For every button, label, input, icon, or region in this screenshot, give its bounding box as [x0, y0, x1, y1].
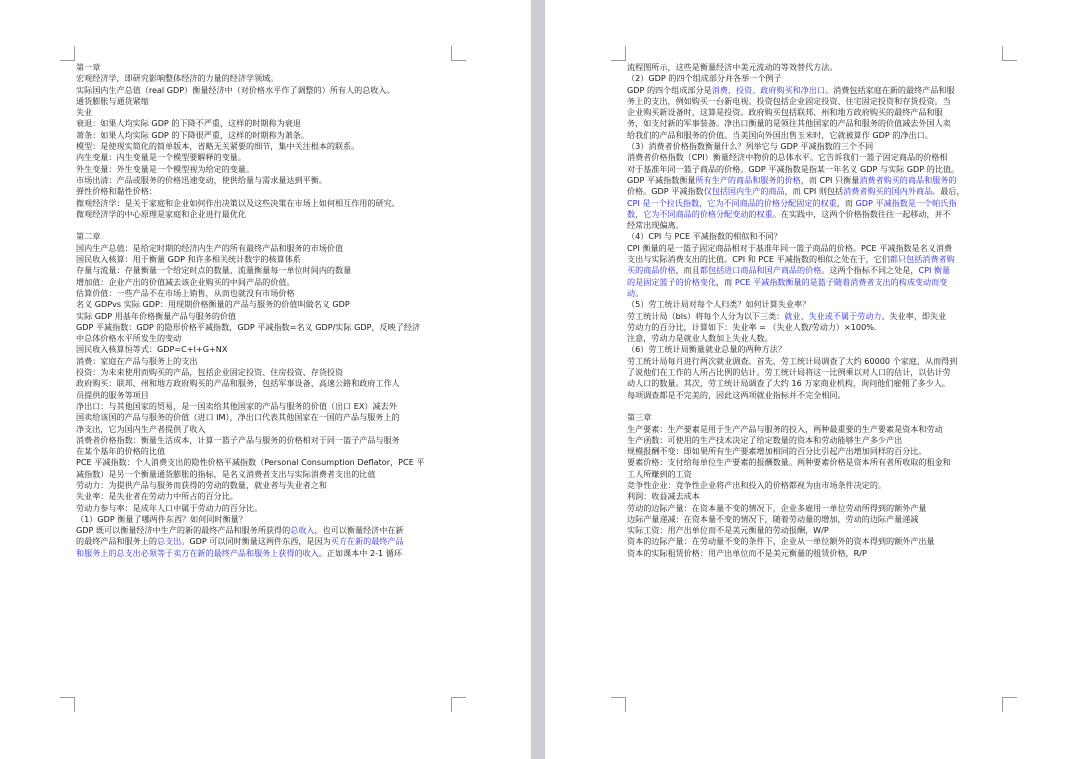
highlighted-text: 消费者购买的国内外商品 — [843, 186, 933, 197]
text-run: 劳工统计局（bls）将每个人分为以下三类： — [627, 310, 785, 321]
page-margin-corner-mark — [451, 46, 466, 61]
highlighted-text: 数，它为不同商品的价格分配变动的权重 — [627, 208, 773, 219]
text-run: 存量与流量：存量衡量一个给定时点的数量，流量衡量每一单位时间内的数量 — [76, 265, 352, 276]
text-line — [627, 231, 1005, 242]
text-line — [76, 198, 456, 209]
text-run: 规模报酬不变：即如果所有生产要素增加相同的百分比引起产出增加同样的百分比。 — [627, 446, 927, 457]
blank-line — [627, 401, 1005, 412]
text-line — [76, 175, 456, 186]
text-line — [627, 424, 1005, 435]
text-line — [76, 231, 456, 242]
document-page-left — [0, 0, 531, 759]
text-line — [627, 186, 1005, 197]
text-line — [76, 118, 456, 129]
text-run: （6）劳工统计局衡量就业总量的两种方法？ — [627, 344, 786, 355]
text-line — [76, 107, 456, 118]
text-run: 价格。GDP 平减指数 — [627, 186, 704, 197]
text-run: 员提供的服务等项目 — [76, 389, 149, 400]
text-line — [627, 446, 1005, 457]
page-gutter — [531, 0, 545, 759]
text-line — [627, 175, 1005, 186]
text-line — [76, 322, 456, 333]
text-line — [76, 152, 456, 163]
text-line — [76, 356, 456, 367]
text-run: 实际工资：用产出单位而不是美元衡量的劳动报酬，W/P — [627, 525, 829, 536]
text-run: 消费者价格指数（CPI）衡量经济中物价的总体水平。它告诉我们一篮子固定商品的价格相 — [627, 152, 948, 163]
text-line — [76, 209, 456, 220]
text-run: 劳动的边际产量：在资本量不变的情况下，企业多雇用一单位劳动所得到的额外产量 — [627, 502, 927, 513]
highlighted-text: 总收入 — [290, 525, 315, 536]
text-line — [76, 130, 456, 141]
text-run: 内生变量：内生变量是一个模型要解释的变量。 — [76, 152, 246, 163]
text-run: 净支出，它为国内生产者提供了收入 — [76, 423, 206, 434]
text-line — [627, 209, 1005, 220]
text-run: 每项调查都是不完美的，因此这两项就业指标并不完全相同。 — [627, 389, 846, 400]
text-run: 企业购买新设备时，这算是投资。政府购买包括联邦、州和地方政府购买的最终产品和服 — [627, 107, 943, 118]
text-run: 支出与实际消费支出的比值。CPI 和 PCE 平减指数的相似之处在于，它们 — [627, 254, 890, 265]
text-run: 。失业率，即失业 — [881, 310, 947, 321]
text-line — [627, 536, 1005, 547]
text-line — [627, 344, 1005, 355]
text-run: 消费：家庭在产品与服务上的支出 — [76, 355, 198, 366]
text-run: 增加值：企业产出的价值减去该企业购买的中间产品的价值。 — [76, 276, 295, 287]
text-line — [76, 265, 456, 276]
highlighted-text: 动 — [627, 287, 636, 298]
text-line — [76, 96, 456, 107]
text-line — [627, 198, 1005, 209]
text-line — [76, 514, 456, 525]
text-run: ，而 — [836, 197, 856, 208]
text-run: （5）劳工统计局对每个人归类？如何计算失业率？ — [627, 299, 811, 310]
text-line — [76, 73, 456, 84]
text-run: 。GDP 可以同时衡量这两件东西，是因为 — [181, 536, 331, 547]
text-run: 边际产量递减：在资本量不变的情况下，随着劳动量的增加，劳动的边际产量递减 — [627, 513, 919, 524]
page-margin-corner-mark — [60, 697, 75, 712]
text-run: 给我们的产品和服务的价值。当美国向外国出售玉米时，它就被算作 GDP 的净出口。 — [627, 129, 933, 140]
highlighted-text: CPI 是一个拉氏指数，它为不同商品的价格分配固定的权重 — [627, 197, 837, 208]
highlighted-text: 消费者购买的商品和服务的 — [859, 174, 957, 185]
highlighted-text: 和服务上的总支出必须等于卖方在新的最终产品和服务上获得的收入 — [76, 547, 319, 558]
text-line — [627, 457, 1005, 468]
text-run: 劳工统计局每月进行两次就业调查。首先，劳工统计局调查了大约 60000 个家庭，从而得到 — [627, 355, 958, 366]
text-line — [627, 378, 1005, 389]
page-margin-corner-mark — [1002, 46, 1017, 61]
text-run: 中总体价格水平所发生的变动 — [76, 333, 182, 344]
text-line — [76, 164, 456, 175]
text-run: 消费者价格指数：衡量生活成本，计算一篮子产品与服务的价格相对于同一篮子产品与服务 — [76, 434, 400, 445]
page-margin-corner-mark — [611, 46, 626, 61]
text-run: 资本的边际产量：在劳动量不变的条件下，企业从一单位额外的资本得到的额外产出量 — [627, 536, 935, 547]
text-line — [627, 277, 1005, 288]
text-line — [76, 480, 456, 491]
text-run: 务上的支出，例如购买一台新电视。投资包括企业固定投资、住宅固定投资和存货投资。当 — [627, 95, 951, 106]
text-line — [627, 311, 1005, 322]
text-run: 的最终产品和服务上的 — [76, 536, 157, 547]
highlighted-text: 都包括进口商品和国产商品的价格 — [699, 265, 822, 276]
text-line — [627, 243, 1005, 254]
text-line — [76, 62, 456, 73]
text-line — [627, 96, 1005, 107]
text-line — [76, 435, 456, 446]
text-run: 名义 GDPvs 实际 GDP：用现期价格衡量的产品与服务的价值叫做名义 GDP — [76, 299, 350, 310]
text-run: 。 — [635, 287, 644, 298]
blank-line — [76, 220, 456, 231]
text-run: 减指数）是另一个衡量通货膨胀的指标，是名义消费者支出与实际消费者支出的比值 — [76, 468, 376, 479]
page-margin-corner-mark — [60, 46, 75, 61]
text-line — [627, 62, 1005, 73]
text-line — [627, 322, 1005, 333]
text-run: 劳动力的百分比，计算如下：失业率 = （失业人数/劳动力）×100%. — [627, 321, 877, 332]
text-line — [627, 164, 1005, 175]
text-run: 估算价值：一些产品不在市场上销售，从而也就没有市场价格 — [76, 287, 295, 298]
text-run: 对于基准年同一篮子商品的价格。GDP 平减指数是指某一年名义 GDP 与实际 GDP 的比值。 — [627, 163, 960, 174]
text-run: 资本的实际租赁价格：用产出单位而不是美元衡量的租赁价格，R/P — [627, 547, 867, 558]
text-run: 国卖给该国的产品与服务的价值（进口 IM），净出口代表其他国家在一国的产品与服务上的 — [76, 412, 400, 423]
page-margin-corner-mark — [611, 697, 626, 712]
text-run: GDP 的四个组成部分是 — [627, 84, 712, 95]
text-run: 失业 — [76, 107, 93, 118]
text-line — [76, 469, 456, 480]
text-run: 注意，劳动力是就业人数加上失业人数。 — [627, 333, 773, 344]
text-line — [627, 333, 1005, 344]
text-run: 净出口：与其他国家的贸易，是一国卖给其他国家的产品与服务的价值（出口 EX）减去外 — [76, 400, 397, 411]
text-line — [76, 367, 456, 378]
text-run: 微观经济学：是关于家庭和企业如何作出决策以及这些决策在市场上如何相互作用的研究。 — [76, 197, 400, 208]
text-run: 。在实践中，这两个价格指数往往一起移动，并不 — [772, 208, 951, 219]
text-run: 投资：为未来使用而购买的产品，包括企业固定投资、住房投资、存货投资 — [76, 367, 344, 378]
highlighted-text: 买方在新的最终产品 — [330, 536, 404, 547]
text-line — [627, 469, 1005, 480]
text-run: ，也可以衡量经济中在新 — [314, 525, 404, 536]
text-run: 流程图所示，这些是衡量经济中美元流动的等效替代方法。 — [627, 62, 838, 72]
text-run: 市场出清：产品或服务的价格迅速变动，使供给量与需求量达到平衡。 — [76, 174, 327, 185]
text-run: （2）GDP 的四个组成部分并各举一个例子 — [627, 73, 782, 84]
page-margin-corner-mark — [1002, 697, 1017, 712]
text-run: ，而 CPI 只衡量 — [800, 174, 860, 185]
text-line — [76, 424, 456, 435]
text-line — [627, 220, 1005, 231]
text-line — [627, 107, 1005, 118]
text-run: 实际国内生产总值（real GDP）衡量经济中（对价格水平作了调整的）所有人的总收入。 — [76, 84, 395, 95]
text-line — [627, 525, 1005, 536]
text-run: 第一章 — [76, 62, 101, 72]
text-run: GDP 平减指数：GDP 的隐形价格平减指数，GDP 平减指数=名义 GDP/实际 GDP，反映了经济 — [76, 321, 421, 332]
highlighted-text: 就业、失业或不属于劳动力 — [784, 310, 882, 321]
text-run: 微观经济学的中心原理是家庭和企业进行最优化 — [76, 208, 246, 219]
text-line — [76, 503, 456, 514]
text-run: 劳动力参与率：是成年人口中属于劳动力的百分比。 — [76, 502, 263, 513]
text-line — [627, 152, 1005, 163]
text-run: 萧条：如果人均实际 GDP 的下降很严重，这样的时期称为萧条。 — [76, 129, 309, 140]
page-text-body — [627, 62, 1005, 559]
text-line — [76, 85, 456, 96]
document-page-right — [545, 0, 1080, 759]
text-line — [627, 118, 1005, 129]
text-line — [76, 186, 456, 197]
highlighted-text: 的是固定篮子的价格变化 — [627, 276, 717, 287]
text-run: 国民收入核算恒等式：GDP=C+I+G+NX — [76, 344, 228, 355]
text-line — [76, 525, 456, 536]
text-line — [76, 243, 456, 254]
text-run: 实际 GDP 用基年价格衡量产品与服务的价值 — [76, 310, 237, 321]
highlighted-text: 消费、投资、政府购买和净出口 — [711, 84, 826, 95]
text-line — [76, 412, 456, 423]
text-line — [627, 288, 1005, 299]
text-run: 通货膨胀与通货紧缩 — [76, 95, 149, 106]
highlighted-text: 仅包括国内生产的商品 — [703, 186, 785, 197]
text-run: （3）消费者价格指数衡量什么？列举它与 GDP 平减指数的三个不同 — [627, 141, 874, 152]
text-line — [627, 141, 1005, 152]
highlighted-text: CPI 衡量 — [918, 265, 951, 276]
text-line — [76, 299, 456, 310]
text-run: 国民收入核算：用于衡量 GDP 和许多相关统计数字的核算体系 — [76, 254, 301, 265]
highlighted-text: 所有生产的商品和服务的价格 — [695, 174, 801, 185]
text-line — [76, 401, 456, 412]
text-run: ，而 CPI 则包括 — [784, 186, 844, 197]
text-line — [627, 254, 1005, 265]
text-run: 失业率：是失业者在劳动力中所占的百分比。 — [76, 491, 238, 502]
text-line — [627, 412, 1005, 423]
text-run: 竞争性企业：竞争性企业将产出和投入的价格都视为由市场条件决定的。 — [627, 479, 887, 490]
text-line — [627, 85, 1005, 96]
text-run: 模型：是使现实简化的简单版本，省略无关紧要的细节，集中关注根本的联系。 — [76, 141, 360, 152]
highlighted-text: GDP 平减指数是一个帕氏指 — [855, 197, 957, 208]
text-line — [76, 536, 456, 547]
text-line — [627, 367, 1005, 378]
text-run: 。这两个指标不同之处是， — [821, 265, 919, 276]
text-line — [627, 265, 1005, 276]
text-run: 了说他们在工作的人所占比例的估计。劳工统计局将这一比例乘以对人口的估计，以估计劳 — [627, 367, 951, 378]
text-run: GDP 平减指数衡量 — [627, 174, 696, 185]
text-line — [76, 457, 456, 468]
text-line — [76, 548, 456, 559]
text-run: 劳动力：为提供产品与服务而获得的劳动的数量，就业者与失业者之和 — [76, 479, 327, 490]
text-line — [627, 130, 1005, 141]
text-line — [76, 333, 456, 344]
highlighted-text: 都只包括消费者购 — [889, 254, 955, 265]
text-run: 生产要素：生产要素是用于生产产品与服务的投入，两种最重要的生产要素是资本和劳动 — [627, 423, 943, 434]
text-run: 生产函数：可使用的生产技术决定了给定数量的资本和劳动能够生产多少产出 — [627, 434, 903, 445]
text-line — [627, 356, 1005, 367]
text-line — [627, 514, 1005, 525]
text-line — [627, 390, 1005, 401]
text-run: 第三章 — [627, 412, 652, 423]
text-run: 经常出现偏离。 — [627, 220, 684, 231]
text-line — [627, 503, 1005, 514]
text-line — [76, 491, 456, 502]
text-run: 在某个基年的价格的比值 — [76, 446, 166, 457]
text-run: 外生变量：外生变量是一个模型视为给定的变量。 — [76, 163, 255, 174]
text-run: GDP 既可以衡量经济中生产的新的最终产品和服务所获得的 — [76, 525, 291, 536]
text-line — [76, 288, 456, 299]
text-run: ，而且 — [675, 265, 700, 276]
text-line — [76, 277, 456, 288]
text-run: 。正如课本中 2-1 循环 — [318, 547, 402, 558]
highlighted-text: PCE 平减指数衡量的是篮子随着消费者支出的构成变动而变 — [734, 276, 948, 287]
text-run: 弹性价格和黏性价格： — [76, 186, 157, 197]
text-line — [76, 378, 456, 389]
text-line — [76, 311, 456, 322]
text-run: 国内生产总值：是给定时期的经济内生产的所有最终产品和服务的市场价值 — [76, 242, 344, 253]
text-line — [76, 390, 456, 401]
text-line — [627, 435, 1005, 446]
text-run: 衰退：如果人均实际 GDP 的下降不严重，这样的时期称为衰退 — [76, 118, 301, 129]
text-line — [627, 548, 1005, 559]
text-run: 要素价格：支付给每单位生产要素的报酬数量。两种要素价格是资本所有者所收取的租金和 — [627, 457, 951, 468]
text-run: 工人所赚到的工资 — [627, 468, 692, 479]
text-run: ，而 — [716, 276, 735, 287]
text-run: PCE 平减指数：个人消费支出的隐性价格平减指数（Personal Consumption Deflator，PCE 平 — [76, 457, 425, 468]
text-run: 。最后， — [932, 186, 965, 197]
text-run: 第二章 — [76, 231, 101, 242]
text-line — [76, 141, 456, 152]
text-line — [627, 491, 1005, 502]
page-margin-corner-mark — [451, 697, 466, 712]
text-run: 。消费包括家庭在新的最终产品和服 — [825, 84, 955, 95]
text-run: 利润：收益减去成本 — [627, 491, 700, 502]
page-text-body — [76, 62, 456, 559]
text-run: （1）GDP 衡量了哪两件东西？如何同时衡量？ — [76, 513, 247, 524]
text-run: 动人口的数量。其次，劳工统计局调查了大约 16 万家商业机构，询问他们雇佣了多少人。 — [627, 378, 951, 389]
text-line — [76, 446, 456, 457]
highlighted-text: 总支出 — [156, 536, 182, 547]
text-run: 务，如支付新的军事装备。净出口衡量的是领往其他国家的产品和服务的价值减去外国人卖 — [627, 118, 951, 129]
text-line — [627, 480, 1005, 491]
highlighted-text: 买的商品价格 — [627, 265, 676, 276]
text-line — [627, 299, 1005, 310]
text-run: 宏观经济学，即研究影响整体经济的力量的经济学领域。 — [76, 73, 279, 84]
text-run: 政府购买：联邦、州和地方政府购买的产品和服务，包括军事设备、高速公路和政府工作人 — [76, 378, 400, 389]
text-run: （4）CPI 与 PCE 平减指数的相似和不同？ — [627, 231, 782, 242]
text-line — [76, 254, 456, 265]
text-line — [627, 73, 1005, 84]
text-run: CPI 衡量的是一篮子固定商品相对于基准年同一篮子商品的价格。PCE 平减指数是名义消费 — [627, 242, 953, 253]
text-line — [76, 344, 456, 355]
